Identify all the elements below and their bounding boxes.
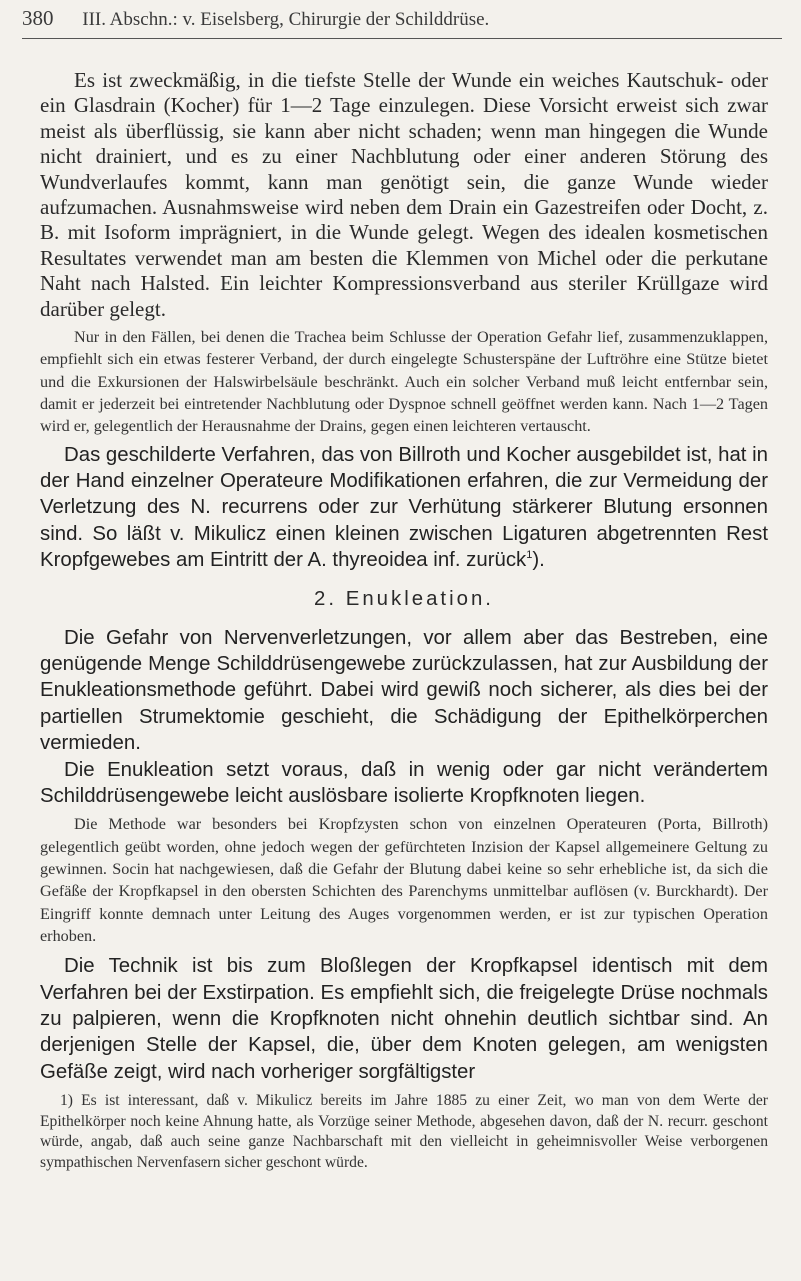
paragraph-trachea-note: Nur in den Fällen, bei denen die Trachea beim Schlusse der Operation Gefahr lief, zusammenzuklappen, empfiehlt sich ein etwas festerer Verband, der durch eingelegte Schusterspäne der Luftröhre eine Stütze bietet und die Exkursionen der Halswirbelsäule beschränkt. Auch ein solcher Verband muß leicht entfernbar sein, damit er jederzeit bei eintretender Nachblutung oder Dyspnoe schnell geöffnet werden kann. Nach 1—2 Tagen wird er, gelegentlich der Herausnahme der Drains, gegen einen leichteren vertauscht. [40, 328, 768, 436]
running-title: III. Abschn.: v. Eiselsberg, Chirurgie der Schilddrüse. [82, 9, 490, 30]
paragraph-method-history: Die Methode war besonders bei Kropfzysten schon von einzelnen Operateuren (Porta, Billroth) gelegentlich geübt worden, ohne jedoch wegen der gefürchteten Inzision der Kapsel allgemeinere Geltung zu gewinnen. Socin hat nachgewiesen, daß die Gefahr der Blutung dabei keine so sehr erhebliche ist, da sich die Gefäße der Kropfkapsel in den obersten Schichten des Parenchyms unmittelbar auflösen (v. Burckhardt). Der Eingriff konnte demnach unter Leitung des Auges vorgenommen werden, er ist zur typischen Operation erhoben. [40, 815, 768, 945]
page-number: 380 [22, 6, 54, 30]
header-rule [22, 38, 782, 39]
section-heading-enukleation: 2. Enukleation. [314, 587, 494, 610]
running-header [22, 6, 782, 36]
page-body [40, 68, 768, 1174]
paragraph-modifications [40, 442, 768, 574]
paragraph-nerve-injury: Die Gefahr von Nervenverletzungen, vor allem aber das Bestreben, eine genügende Menge Schilddrüsengewebe zurückzulassen, hat zur Ausbildung der Enukleationsmethode geführt. Dabei wird gewiß noch sicherer, als dies bei der partiellen Strumektomie geschieht, die Schädigung der Epithelkörperchen vermieden. [40, 626, 768, 755]
paragraph-technique: Die Technik ist bis zum Bloßlegen der Kropfkapsel identisch mit dem Verfahren bei der Exstirpation. Es empfiehlt sich, die freigelegte Drüse nochmals zu palpieren, wenn die Kropfknoten nicht ohnehin deutlich sichtbar sind. An derjenigen Stelle der Kapsel, die, über dem Knoten gelegen, am wenigsten Gefäße zeigt, wird nach vorheriger sorgfältigster [40, 955, 768, 1083]
footnote-text: Es ist interessant, daß v. Mikulicz bereits im Jahre 1885 zu einer Zeit, wo man von dem Werte der Epithelkörper noch keine Ahnung hatte, als Vorzüge seiner Methode, abgesehen davon, daß der N. recurr. geschont würde, angab, daß auch seine ganze Nachbarschaft mit den vielleicht in geheimnisvoller Weise verborgenen sympathischen Nervenfasern sicher geschont würde. [40, 1092, 768, 1172]
paragraph-modifications-text: Das geschilderte Verfahren, das von Billroth und Kocher ausgebildet ist, hat in der Hand einzelner Operateure Modifikationen erfahren, die zur Vermeidung der Verletzung des N. recurrens oder zur Verhütung stärkerer Blutung ersonnen sind. So läßt v. Mikulicz einen kleinen zwischen Ligaturen abgetrennten Rest Kropfgewebes am Eintritt der A. thyreoidea inf. zurück [40, 443, 768, 572]
footnote-mark: 1) [60, 1092, 73, 1110]
paragraph-enukleation-premise: Die Enukleation setzt voraus, daß in wenig oder gar nicht verändertem Schilddrüsengewebe leicht auslösbare isolierte Kropfknoten liegen. [40, 758, 768, 808]
footnote [40, 1091, 768, 1173]
paragraph-modifications-end: ). [532, 549, 545, 572]
paragraph-drainage: Es ist zweckmäßig, in die tiefste Stelle der Wunde ein weiches Kautschuk- oder ein Glasdrain (Kocher) für 1—2 Tage einzulegen. Diese Vorsicht erweist sich zwar meist als überflüssig, sie kann aber nicht schaden; wenn man hingegen die Wunde nicht drainiert, und es zu einer Nachblutung oder einer anderen Störung des Wundverlaufes kommt, kann man genötigt sein, die ganze Wunde wieder aufzumachen. Ausnahmsweise wird neben dem Drain ein Gazestreifen oder Docht, z. B. mit Isoform imprägniert, in die Wunde gelegt. Wegen des idealen kosmetischen Resultates verwendet man am besten die Klemmen von Michel oder die perkutane Naht nach Halsted. Ein leichter Kompressionsverband aus steriler Krüllgaze wird darüber gelegt. [40, 68, 768, 321]
footnote-reference[interactable]: 1 [526, 549, 533, 562]
